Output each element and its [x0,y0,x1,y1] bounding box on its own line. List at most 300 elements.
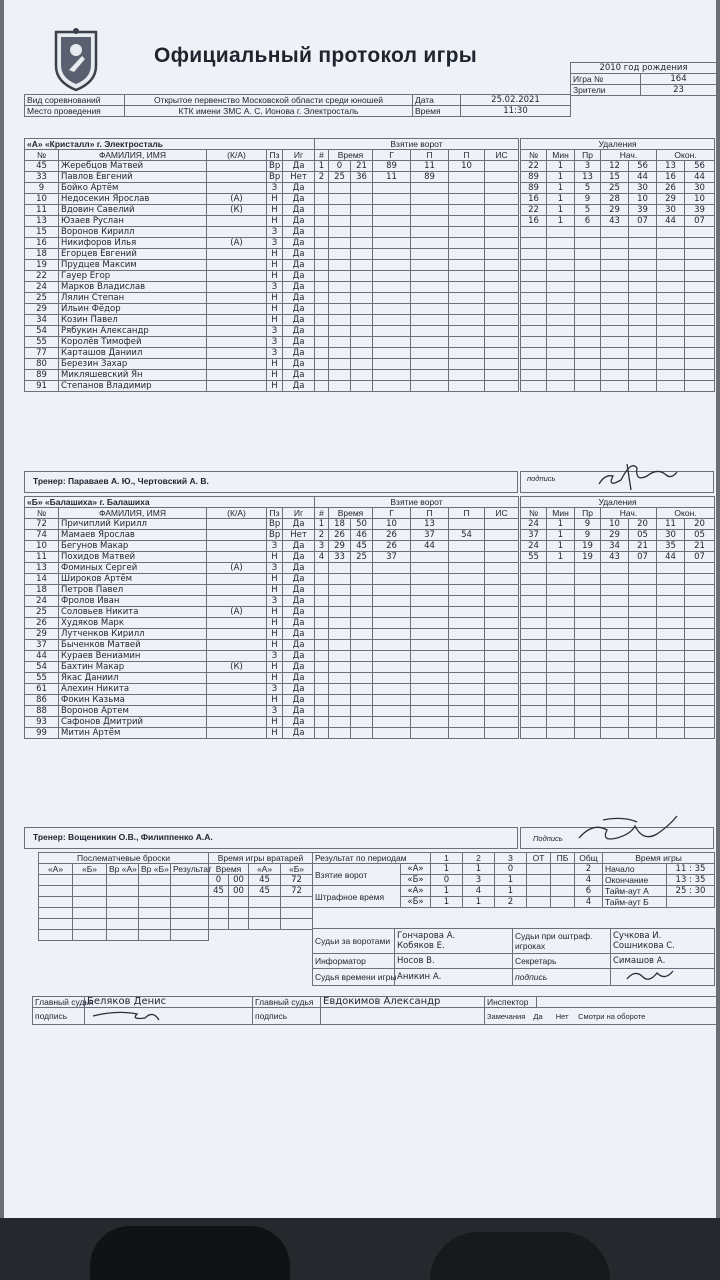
goal-cell [315,673,329,684]
period-cell: 3 [463,875,495,886]
officials-signature-label: подпись [513,969,611,986]
shootout-cell [73,897,107,908]
player-played: Да [283,695,315,706]
goal-cell [351,348,373,359]
penalty-cell [547,359,575,370]
competition-info-table [24,94,571,117]
team-b-signature-label: Подпись [533,834,563,843]
penalty-cell [521,337,547,348]
goal-cell [485,205,519,216]
goal-cell [315,205,329,216]
goal-cell [449,717,485,728]
goal-cell: 4 [315,552,329,563]
shootout-cell [171,908,209,919]
player-position: Н [267,662,283,673]
player-name: Быченков Матвей [59,640,207,651]
goal-row [315,640,519,651]
goal-cell [485,183,519,194]
penalty-cell [629,326,657,337]
goal-cell [351,728,373,739]
player-number: 45 [25,161,59,172]
goal-cell [329,662,351,673]
player-row [25,238,315,249]
goal-cell [351,249,373,260]
player-row [25,651,315,662]
penalty-cell [601,304,629,315]
penalty-cell [521,717,547,728]
team-a-roster [24,138,315,392]
penalty-cell: 1 [547,519,575,530]
goal-cell [373,629,411,640]
goal-cell [373,717,411,728]
penalty-cell [601,662,629,673]
col-name-b: ФАМИЛИЯ, ИМЯ [59,508,207,519]
player-name: Худяков Марк [59,618,207,629]
goal-cell [485,216,519,227]
goal-cell [351,585,373,596]
goal-cell [411,381,449,392]
penalty-cell [657,629,685,640]
gk-time-body [209,875,313,930]
team-b-penalties-title: Удаления [521,497,715,508]
team-a-signature-box [520,471,714,493]
player-row [25,530,315,541]
goal-cell [485,238,519,249]
goal-cell [411,326,449,337]
period-col: 3 [495,853,527,864]
penalty-cell [601,651,629,662]
goal-row [315,359,519,370]
pen-col-start: Нач. [601,150,657,161]
player-name: Недосекин Ярослав [59,194,207,205]
player-row [25,359,315,370]
timeout-a: 25 : 30 [667,886,715,897]
period-col: Общ [575,853,603,864]
player-played: Да [283,282,315,293]
penalty-cell [547,227,575,238]
goal-cell [485,348,519,359]
penalty-row [521,359,715,370]
period-cell: 4 [575,875,603,886]
shootout-cell [73,919,107,930]
player-row [25,574,315,585]
pen-col-min-b: Мин [547,508,575,519]
goal-cell [315,227,329,238]
goal-cell [351,359,373,370]
penalty-cell [685,381,715,392]
penalty-cell [521,618,547,629]
goal-cell: 11 [373,172,411,183]
goal-cell [411,227,449,238]
goal-cell [449,662,485,673]
player-row [25,282,315,293]
player-row [25,260,315,271]
goal-cell [329,260,351,271]
timekeeper: Аникин А. [395,969,513,986]
goal-cell [485,530,519,541]
player-role [207,216,267,227]
goal-cell [485,194,519,205]
goal-cell [485,541,519,552]
goal-cell [351,706,373,717]
gk-row [209,875,313,886]
player-number: 29 [25,304,59,315]
goal-cell [485,640,519,651]
player-name: Микляшевский Ян [59,370,207,381]
penalty-row [521,238,715,249]
penalty-cell: 44 [657,216,685,227]
timeout-a-label: Тайм-аут А [603,886,667,897]
player-position: Н [267,304,283,315]
player-position: З [267,348,283,359]
player-position: Н [267,293,283,304]
player-role [207,673,267,684]
shootout-cell [73,930,107,941]
goal-cell [485,293,519,304]
penalty-cell [657,293,685,304]
gk-cell [249,897,281,908]
penalty-cell [657,260,685,271]
goal-cell [315,315,329,326]
penalty-cell [575,370,601,381]
shootout-col: Вр «А» [107,864,139,875]
penalty-cell [685,695,715,706]
goal-cell [373,574,411,585]
inspector-label: Инспектор [485,997,537,1008]
penalty-row [521,293,715,304]
player-played: Да [283,370,315,381]
player-row [25,326,315,337]
player-position: Н [267,271,283,282]
period-cell: 4 [463,886,495,897]
goal-cell [449,172,485,183]
penalty-judges [611,929,715,954]
penalty-cell [685,238,715,249]
goal-cell [373,651,411,662]
page-title: Официальный протокол игры [154,44,478,67]
chief-signature-1 [87,1008,197,1022]
goal-cell [329,717,351,728]
penalty-cell: 43 [601,216,629,227]
shootout-cell [39,919,73,930]
shootout-cell [107,897,139,908]
penalty-cell [601,728,629,739]
goal-cell [315,238,329,249]
player-row [25,337,315,348]
penalty-cell [575,238,601,249]
goal-cell [373,205,411,216]
player-number: 15 [25,227,59,238]
penalty-cell [657,706,685,717]
goal-cell [329,183,351,194]
goal-cell [351,662,373,673]
goal-row [315,673,519,684]
period-col: 1 [431,853,463,864]
penalty-cell: 13 [657,161,685,172]
gk-cell: 0 [209,875,229,886]
penalty-cell: 29 [657,194,685,205]
penalty-cell [547,563,575,574]
goal-cell [373,293,411,304]
period-cell: 1 [463,897,495,908]
goal-cell [411,728,449,739]
penalty-cell [629,359,657,370]
player-number: 24 [25,596,59,607]
secretary-signature [613,969,683,983]
penalty-cell [657,695,685,706]
penalty-cell [521,315,547,326]
penalty-cell [575,381,601,392]
goal-cell [373,706,411,717]
chief-sign-2-cell [321,1008,485,1025]
penalty-cell [547,260,575,271]
goal-cell [449,728,485,739]
penalty-cell [629,370,657,381]
shootout-cell [171,930,209,941]
goal-cell: 10 [373,519,411,530]
penalty-cell [657,238,685,249]
shootout-body [39,875,209,941]
goals-col-is: ИС [485,150,519,161]
player-row [25,673,315,684]
penalty-cell [629,227,657,238]
goal-cell [351,563,373,574]
goal-judge-2: Кобяков Е. [397,941,445,951]
goal-cell [351,618,373,629]
goal-cell [449,596,485,607]
goal-cell [373,684,411,695]
player-position: Вр [267,530,283,541]
goal-cell [485,249,519,260]
penalty-cell [521,260,547,271]
start-label: Начало [603,864,667,875]
shootout-cell [139,886,171,897]
shootout-cell [107,886,139,897]
shootout-cell [171,919,209,930]
player-played: Да [283,662,315,673]
player-position: З [267,337,283,348]
game-time-table [602,852,715,908]
player-position: Вр [267,519,283,530]
player-played: Да [283,640,315,651]
goal-cell [449,673,485,684]
player-number: 22 [25,271,59,282]
penalty-cell: 3 [575,161,601,172]
penalty-cell [601,326,629,337]
penalty-cell [657,563,685,574]
secretary: Симашов А. [611,954,715,969]
goal-cell [373,348,411,359]
penalty-row [521,717,715,728]
goal-cell [329,728,351,739]
team-b-goals-body [315,519,519,739]
penalty-cell: 37 [521,530,547,541]
chief-label-2: Главный судья [253,997,321,1008]
penalty-cell [547,640,575,651]
goal-row [315,596,519,607]
penalty-cell: 1 [547,552,575,563]
penalty-cell [601,282,629,293]
player-row [25,640,315,651]
penalty-cell: 21 [629,541,657,552]
shootout-row [39,897,209,908]
player-position: Н [267,194,283,205]
goal-cell [351,596,373,607]
penalty-cell [521,304,547,315]
team-a-signature-label: подпись [527,474,556,483]
goal-cell [351,717,373,728]
goals-col-p2: П [449,150,485,161]
secretary-signature-cell [611,969,715,986]
goal-cell [351,673,373,684]
player-name: Бахтин Макар [59,662,207,673]
goal-cell: 3 [315,541,329,552]
player-role [207,596,267,607]
goal-cell [449,194,485,205]
player-name: Березин Захар [59,359,207,370]
penalty-cell [685,640,715,651]
player-number: 13 [25,216,59,227]
goal-cell [315,249,329,260]
goal-cell [411,563,449,574]
col-ig-b: Иг [283,508,315,519]
penalty-cell [657,673,685,684]
period-cell: 1 [463,864,495,875]
player-role [207,519,267,530]
player-role [207,370,267,381]
pen-col-end: Окон. [657,150,715,161]
penalty-cell [685,315,715,326]
chief-sign-1-cell [85,1008,253,1025]
player-role [207,541,267,552]
goal-row [315,530,519,541]
shootout-cell [39,930,73,941]
penalty-cell [521,695,547,706]
penalty-cell: 30 [685,183,715,194]
penalty-cell [629,304,657,315]
goal-cell [373,271,411,282]
gk-cell: 45 [249,886,281,897]
secretary-label: Секретарь [513,954,611,969]
player-played: Нет [283,172,315,183]
penalty-cell [547,585,575,596]
penalty-row [521,651,715,662]
goal-cell [329,618,351,629]
player-position: Н [267,359,283,370]
player-number: 55 [25,337,59,348]
player-number: 86 [25,695,59,706]
goal-cell [315,216,329,227]
penalty-cell [547,684,575,695]
team-a-signature [591,454,681,492]
penalty-cell [521,596,547,607]
period-cell: «Б» [401,897,431,908]
penalty-cell [629,315,657,326]
goal-cell [485,359,519,370]
penalty-cell [547,717,575,728]
goal-cell [449,585,485,596]
goal-cell [315,260,329,271]
penalty-row [521,161,715,172]
player-role [207,381,267,392]
goal-cell [485,381,519,392]
penalty-cell [575,640,601,651]
goal-cell: 25 [351,552,373,563]
penalty-cell [685,260,715,271]
penalty-cell [601,293,629,304]
gk-cell: 72 [281,875,313,886]
goal-cell [449,183,485,194]
penalty-cell: 22 [521,161,547,172]
goal-cell [373,596,411,607]
penalty-cell [657,359,685,370]
goal-cell [373,370,411,381]
period-cell [551,875,575,886]
goal-cell [373,260,411,271]
gk-cell [229,897,249,908]
goal-cell [411,216,449,227]
penalty-cell [601,260,629,271]
penalty-cell [601,596,629,607]
goal-cell [373,315,411,326]
player-role [207,183,267,194]
penalty-cell [547,695,575,706]
goal-cell [485,618,519,629]
goal-cell [449,541,485,552]
penalty-cell [601,238,629,249]
penalty-row [521,216,715,227]
penalty-cell: 10 [629,194,657,205]
player-role: (К) [207,662,267,673]
penalty-cell [521,640,547,651]
player-role [207,684,267,695]
penalty-cell [657,381,685,392]
penalty-row [521,541,715,552]
period-col: ПБ [551,853,575,864]
player-number: 25 [25,293,59,304]
shootout-row [39,930,209,941]
penalty-row [521,728,715,739]
goal-row [315,216,519,227]
goal-cell [373,381,411,392]
goal-row [315,183,519,194]
goal-row [315,651,519,662]
goal-cell: 46 [351,530,373,541]
goals-col-time: Время [329,150,373,161]
team-a-penalties-body [521,161,715,392]
player-number: 99 [25,728,59,739]
goal-cell: 26 [329,530,351,541]
goal-cell [329,684,351,695]
goal-cell: 21 [351,161,373,172]
penalty-cell [685,585,715,596]
goals-col-g: Г [373,150,411,161]
penalty-cell [601,574,629,585]
col-no-b: № [25,508,59,519]
player-number: 54 [25,326,59,337]
player-role [207,315,267,326]
shootout-cell [73,908,107,919]
player-name: Фоминых Сергей [59,563,207,574]
player-name: Карташов Даниил [59,348,207,359]
goal-cell [449,326,485,337]
goal-cell [411,695,449,706]
goal-cell [411,574,449,585]
gk-row [209,886,313,897]
penalty-cell [521,662,547,673]
shootout-cell [73,875,107,886]
penalty-cell [521,706,547,717]
